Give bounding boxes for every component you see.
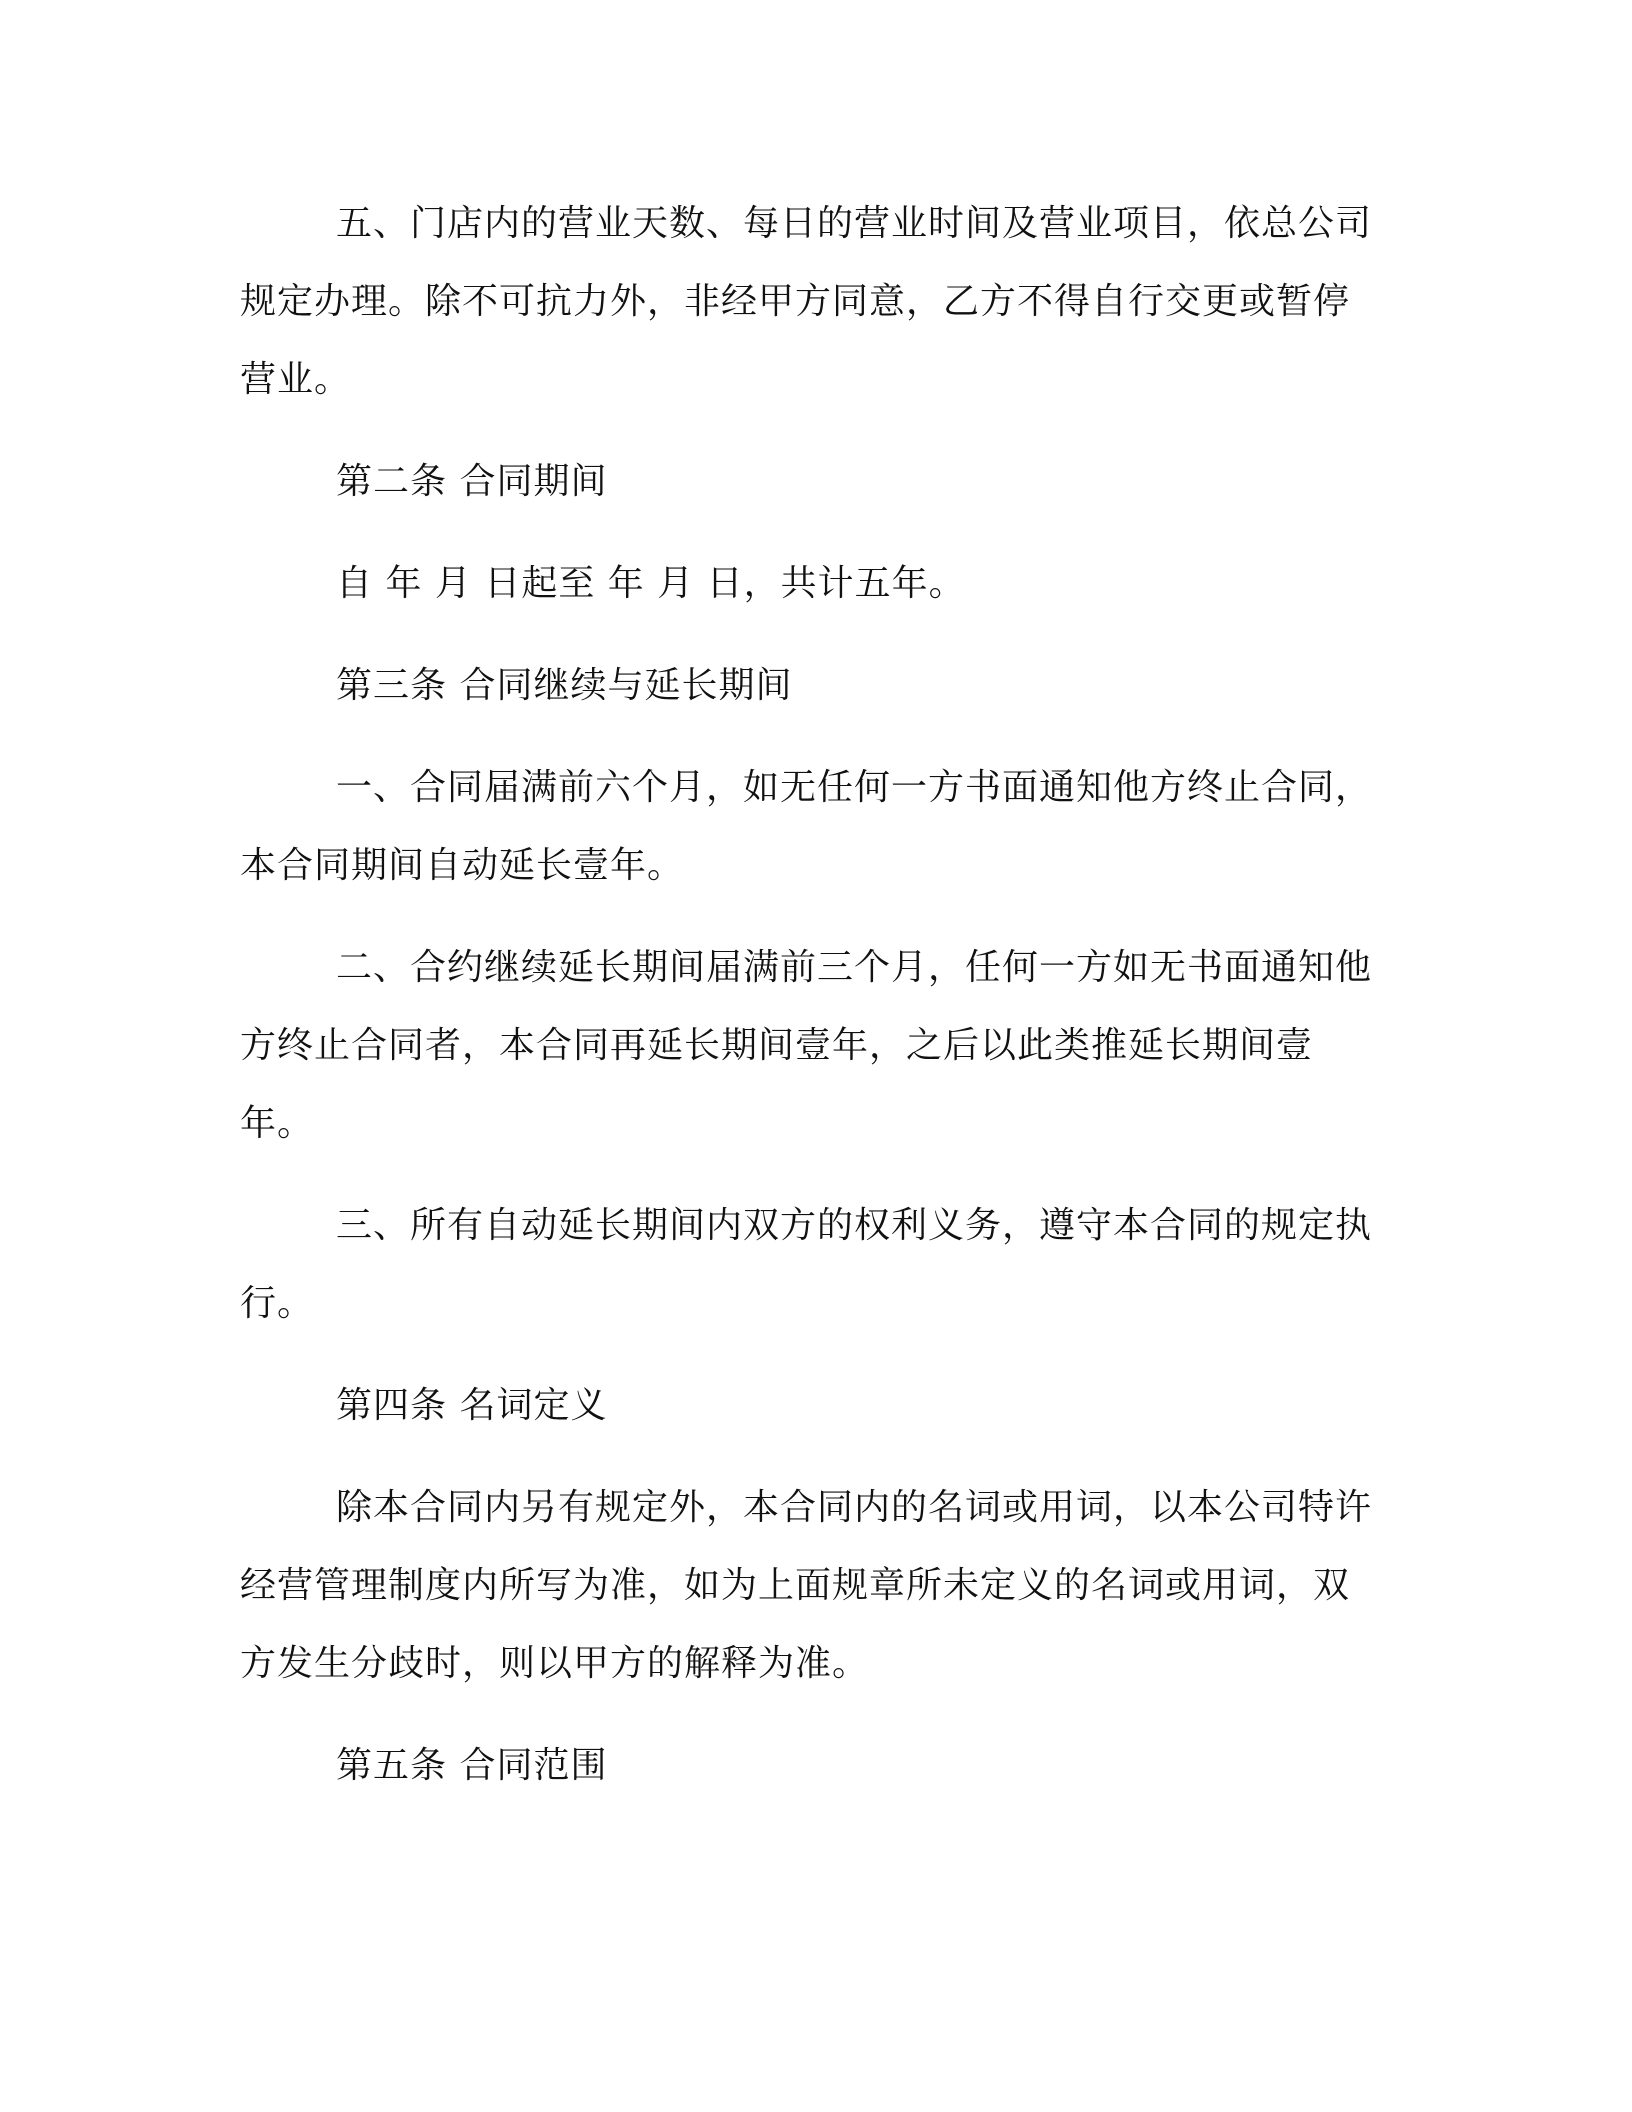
paragraph-contract-period: 自 年 月 日起至 年 月 日，共计五年。 [336, 563, 966, 604]
paragraph-renewal-2: 二、合约继续延长期间届满前三个月，任何一方如无书面通知他方终止合同者，本合同再延长期间壹年，之后以此类推延长期间壹年。 [240, 947, 1373, 1144]
article-4-heading: 第四条 名词定义 [336, 1385, 608, 1426]
article-5-heading: 第五条 合同范围 [336, 1745, 608, 1786]
document-body [240, 185, 1380, 1829]
paragraph-definitions: 除本合同内另有规定外，本合同内的名词或用词，以本公司特许经营管理制度内所写为准，如为上面规章所未定义的名词或用词，双方发生分歧时，则以甲方的解释为准。 [240, 1487, 1373, 1684]
paragraph-renewal-1: 一、合同届满前六个月，如无任何一方书面通知他方终止合同，本合同期间自动延长壹年。 [240, 767, 1373, 886]
article-3-heading: 第三条 合同继续与延长期间 [336, 665, 793, 706]
paragraph-renewal-3: 三、所有自动延长期间内双方的权利义务，遵守本合同的规定执行。 [240, 1205, 1373, 1324]
paragraph-business-hours: 五、门店内的营业天数、每日的营业时间及营业项目，依总公司规定办理。除不可抗力外，非经甲方同意，乙方不得自行交更或暂停营业。 [240, 203, 1373, 400]
article-2-heading: 第二条 合同期间 [336, 461, 608, 502]
